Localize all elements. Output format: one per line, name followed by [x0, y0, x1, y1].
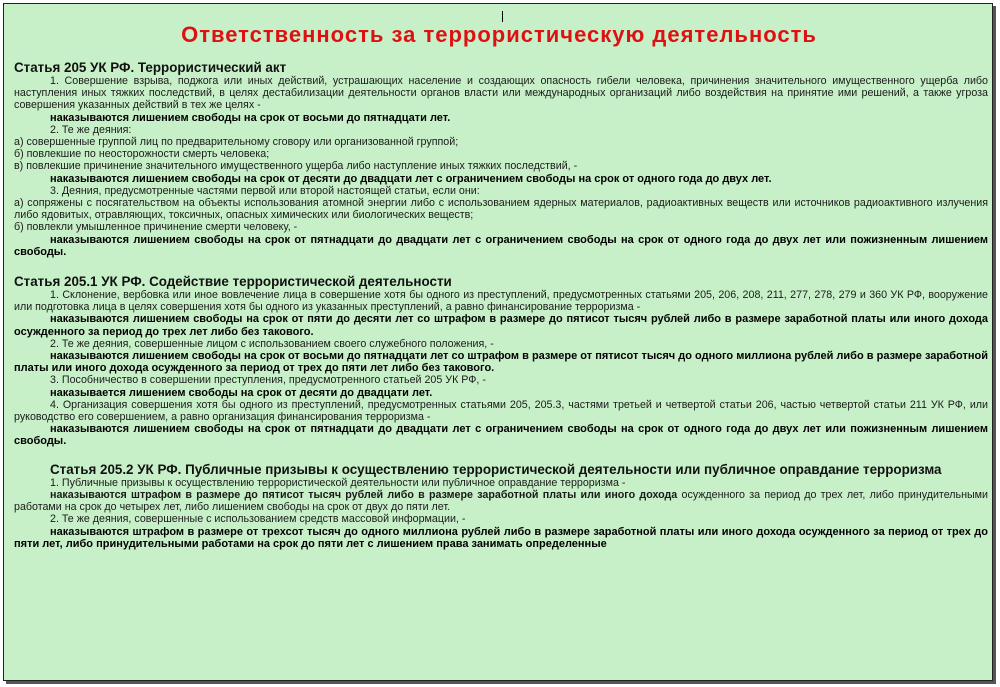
- article-205-1-penalty4: наказываются лишением свободы на срок от пятнадцати до двадцати лет с ограничением свободы на срок от одного года до двух лет или пожизненным лишением свободы.: [14, 423, 988, 448]
- article-205-1-part4: 4. Организация совершения хотя бы одного из преступлений, предусмотренных статьями 205, 205.3, частями третьей и четвертой статьи 206, частью четвертой статьи 211 УК РФ, или руководство его совершением, а равно организация финансирования терроризма -: [14, 398, 988, 424]
- article-205-2-part2: 2. Те же деяния, совершенные с использованием средств массовой информации, -: [50, 513, 466, 526]
- article-205-2-penalty1-bold: наказываются штрафом в размере до пятисот тысяч рублей либо в размере заработной платы или иного дохода: [50, 488, 678, 501]
- article-205-part2b: б) повлекшие по неосторожности смерть человека;: [14, 148, 270, 161]
- article-205-penalty3: наказываются лишением свободы на срок от пятнадцати до двадцати лет с ограничением свободы на срок от одного года до двух лет или пожизненным лишением свободы.: [14, 233, 988, 258]
- article-205-part3a: а) сопряжены с посягательством на объекты использования атомной энергии либо с использованием ядерных материалов, радиоактивных веществ или источников радиоактивного излучения либо ядовитых, отравляющих, токсичных, опасных химических или биологических веществ;: [14, 197, 988, 222]
- article-205-1-heading: Статья 205.1 УК РФ. Содействие террористической деятельности: [14, 274, 452, 290]
- article-205-penalty1: наказываются лишением свободы на срок от восьми до пятнадцати лет.: [50, 111, 451, 124]
- article-205-1-penalty2: наказываются лишением свободы на срок от восьми до пятнадцати лет со штрафом в размере от пятисот тысяч до одного миллиона рублей либо в размере заработной платы или иного дохода осужденного за период от трех до пяти лет либо без такового.: [14, 350, 988, 375]
- article-205-part2: 2. Те же деяния:: [50, 123, 132, 136]
- article-205-part2a: а) совершенные группой лиц по предварительному сговору или организованной группой;: [14, 136, 459, 149]
- text-cursor: [502, 11, 503, 22]
- article-205-2-penalty2: наказываются штрафом в размере от трехсот тысяч до одного миллиона рублей либо в размере заработной платы или иного дохода осужденного за период от трех до пяти лет, либо принудительными работами на срок до пяти лет с лишением права занимать определенные: [14, 525, 988, 550]
- document-body: [14, 60, 988, 550]
- article-205-part3: 3. Деяния, предусмотренные частями первой или второй настоящей статьи, если они:: [50, 184, 480, 197]
- article-205-2-part1: 1. Публичные призывы к осуществлению террористической деятельности или публичное оправдание терроризма -: [50, 476, 626, 489]
- article-205-1-penalty3: наказывается лишением свободы на срок от десяти до двадцати лет.: [50, 386, 433, 399]
- article-205-heading: Статья 205 УК РФ. Террористический акт: [14, 60, 287, 75]
- article-205-2-heading: Статья 205.2 УК РФ. Публичные призывы к осуществлению террористической деятельности или публичное оправдание терроризма: [50, 461, 942, 477]
- document-frame: [3, 3, 993, 681]
- article-205-part2c: в) повлекшие причинение значительного имущественного ущерба либо наступление иных тяжких последствий, -: [14, 160, 578, 173]
- article-205-1-part1: 1. Склонение, вербовка или иное вовлечение лица в совершение хотя бы одного из преступлений, предусмотренных статьями 205, 206, 208, 211, 277, 278, 279 и 360 УК РФ, вооружение или подготовка лица в целях совершения хотя бы одного из указанных преступлений, а равно финансирование терроризма -: [14, 289, 988, 314]
- article-205-part3b: б) повлекли умышленное причинение смерти человеку, -: [14, 221, 298, 234]
- article-205-part1: 1. Совершение взрыва, поджога или иных действий, устрашающих население и создающих опасность гибели человека, причинения значительного имущественного ущерба либо наступления иных тяжких последствий, в целях дестабилизации деятельности органов власти или международных организаций либо воздействия на принятие ими решений, а также угроза совершения указанных действий в тех же целях -: [14, 75, 988, 112]
- article-205-2-penalty1-rest: осужденного за период до трех лет, либо принудительными работами на срок до четырех лет, либо лишением свободы на срок от двух до пяти лет.: [14, 488, 988, 514]
- article-205-1-part3: 3. Пособничество в совершении преступления, предусмотренного статьей 205 УК РФ, -: [50, 374, 486, 387]
- page-title: Ответственность за террористическую деятельность: [181, 22, 817, 47]
- article-205-penalty2: наказываются лишением свободы на срок от десяти до двадцати лет с ограничением свободы на срок от одного года до двух лет.: [50, 172, 772, 185]
- article-205-1-penalty1: наказываются лишением свободы на срок от пяти до десяти лет со штрафом в размере до пятисот тысяч рублей либо в размере заработной платы или иного дохода осужденного за период до трех лет либо без такового.: [14, 313, 988, 338]
- article-205-2-penalty1: [14, 489, 988, 513]
- article-205-1-part2: 2. Те же деяния, совершенные лицом с использованием своего служебного положения, -: [50, 337, 494, 350]
